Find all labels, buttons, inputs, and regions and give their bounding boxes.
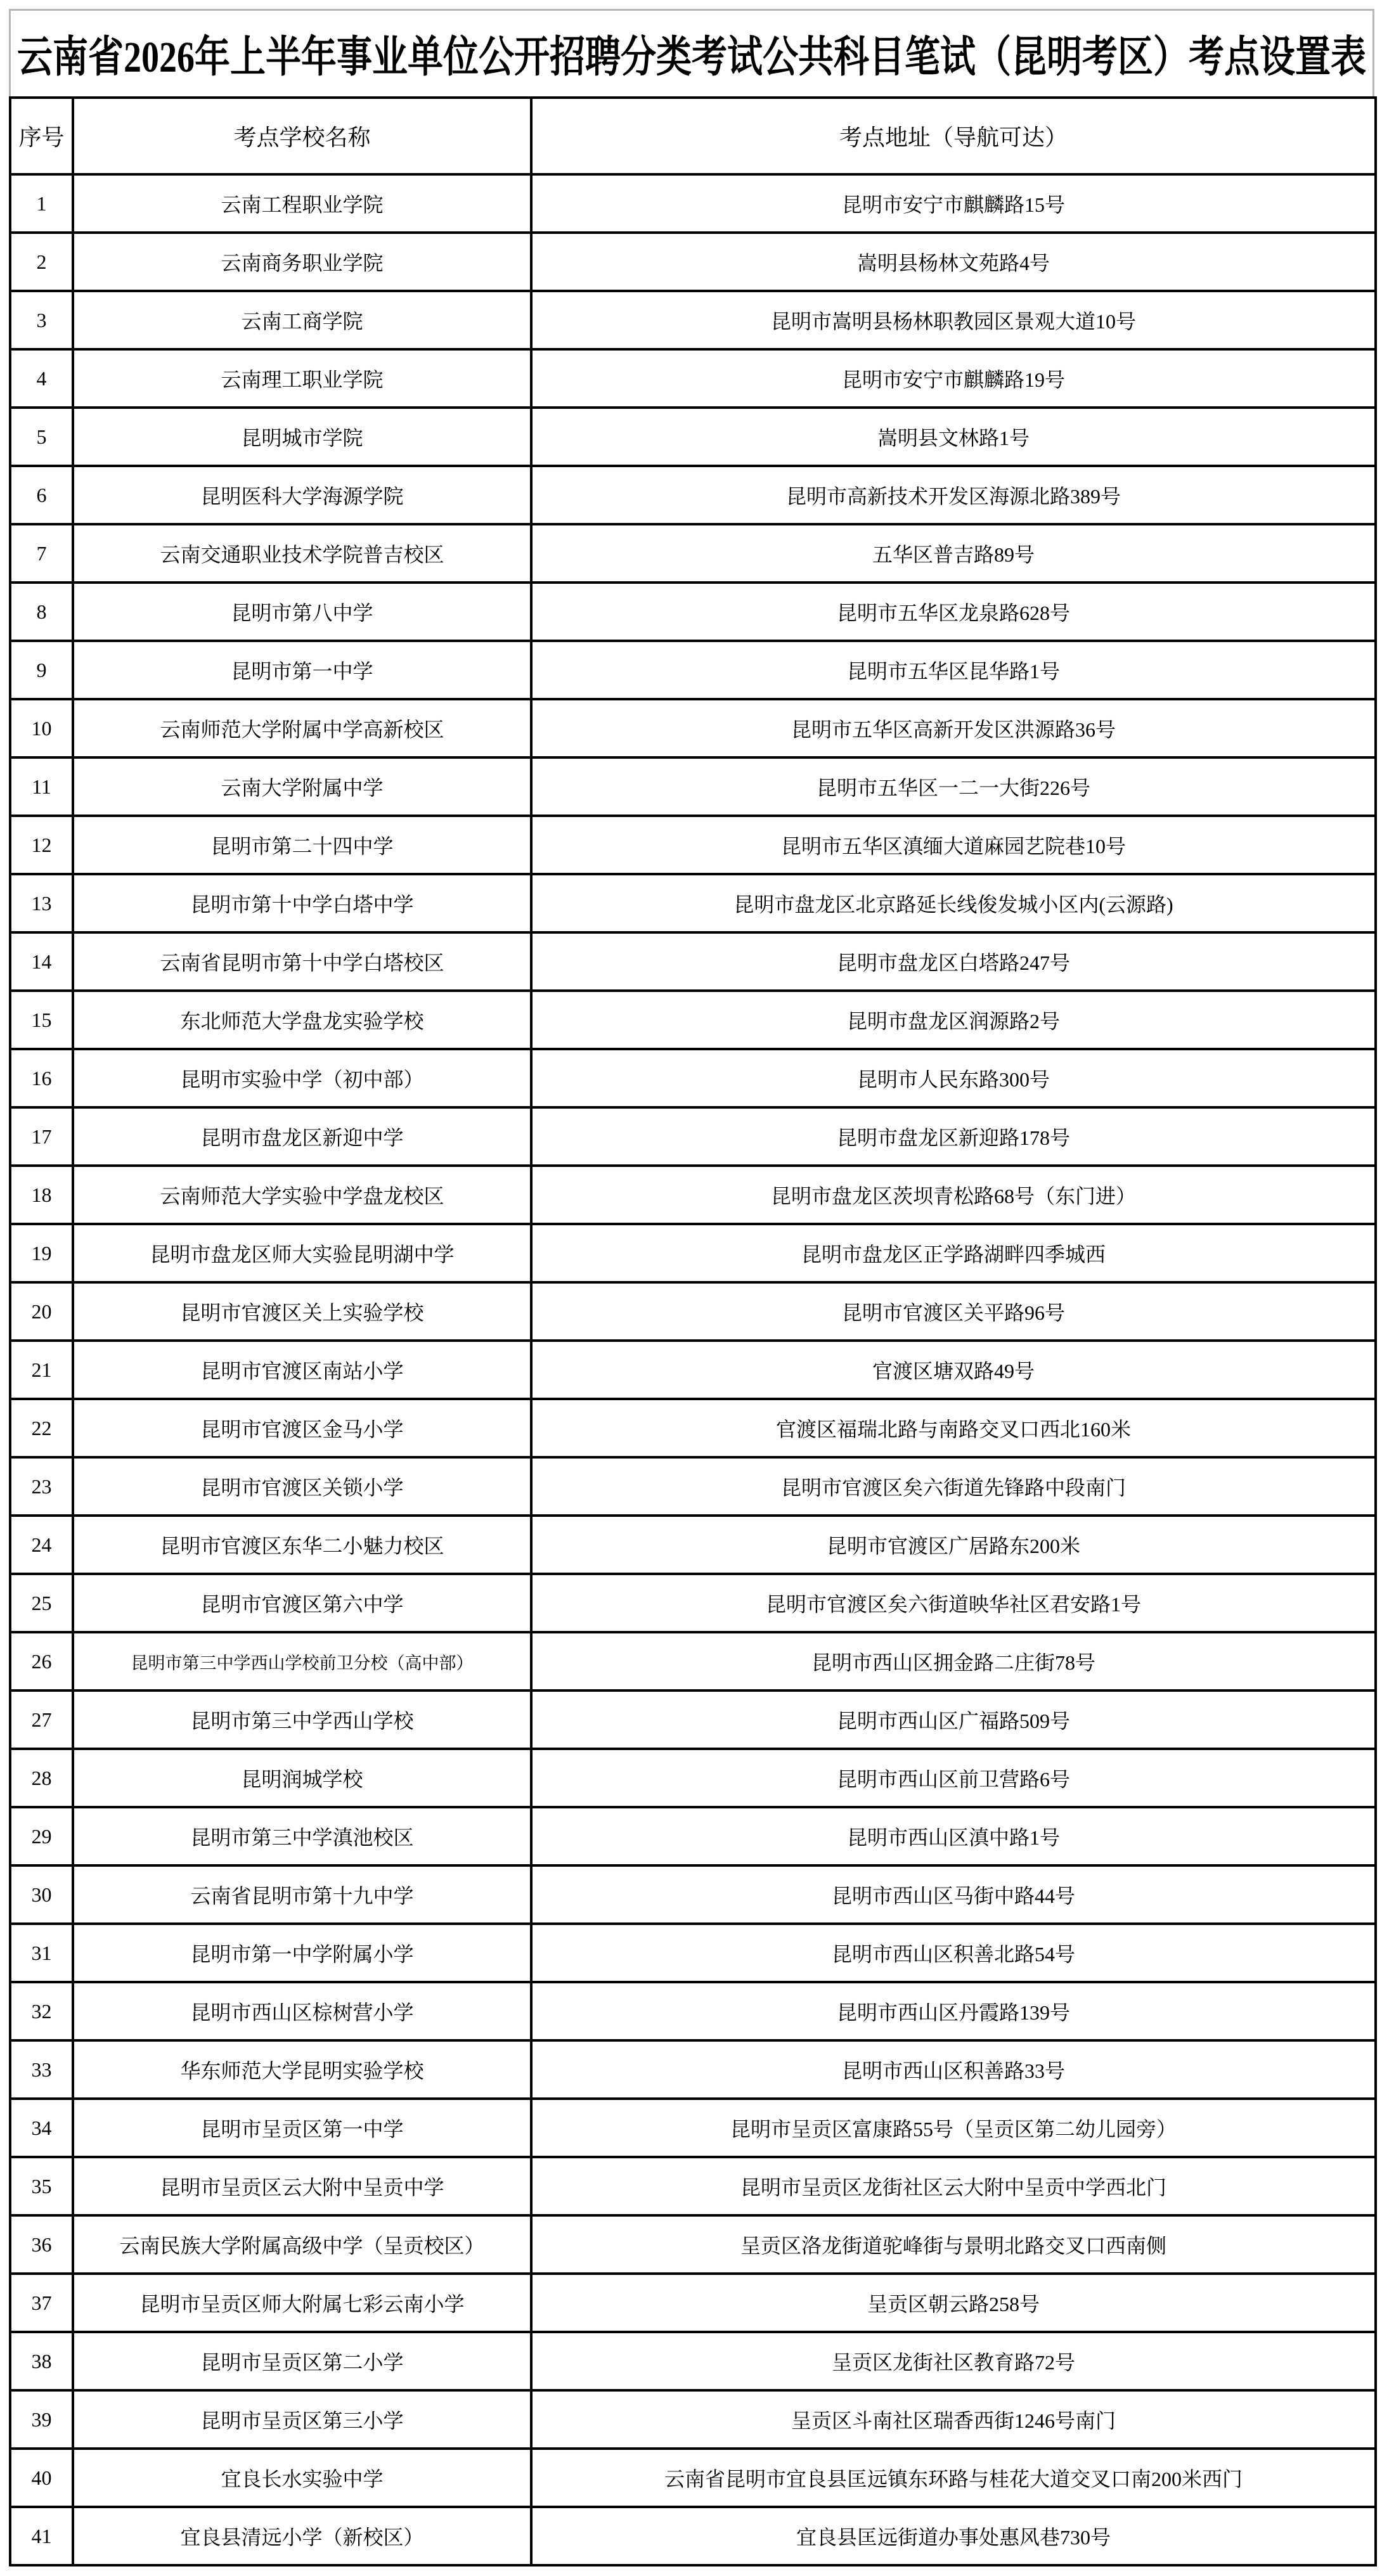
school-name-cell: 宜良长水实验中学 [73, 2449, 531, 2507]
table-row [10, 2099, 1376, 2157]
school-name-cell: 昆明市实验中学（初中部） [73, 1049, 531, 1107]
school-name-cell: 昆明市第三中学滇池校区 [73, 1807, 531, 1865]
school-name-cell: 昆明医科大学海源学院 [73, 466, 531, 524]
row-number-cell: 29 [10, 1807, 73, 1865]
school-name-cell: 昆明市第八中学 [73, 583, 531, 641]
school-name-cell: 昆明市盘龙区师大实验昆明湖中学 [73, 1224, 531, 1282]
address-cell: 昆明市西山区丹霞路139号 [531, 1982, 1376, 2040]
school-name-cell: 东北师范大学盘龙实验学校 [73, 991, 531, 1049]
row-number-cell: 32 [10, 1982, 73, 2040]
row-number-cell: 41 [10, 2507, 73, 2565]
table-row [10, 932, 1376, 991]
address-cell: 昆明市五华区高新开发区洪源路36号 [531, 699, 1376, 757]
school-name-cell: 昆明市呈贡区第三小学 [73, 2390, 531, 2449]
row-number-cell: 20 [10, 1282, 73, 1341]
address-cell: 昆明市西山区积善北路54号 [531, 1924, 1376, 1982]
address-cell: 昆明市西山区积善路33号 [531, 2040, 1376, 2099]
col-header-number: 序号 [10, 98, 73, 174]
row-number-cell: 39 [10, 2390, 73, 2449]
address-cell: 嵩明县杨林文苑路4号 [531, 233, 1376, 291]
row-number-cell: 10 [10, 699, 73, 757]
row-number-cell: 23 [10, 1457, 73, 1516]
address-cell: 云南省昆明市宜良县匡远镇东环路与桂花大道交叉口南200米西门 [531, 2449, 1376, 2507]
address-cell: 呈贡区斗南社区瑞香西街1246号南门 [531, 2390, 1376, 2449]
row-number-cell: 17 [10, 1107, 73, 1166]
school-name-cell: 云南交通职业技术学院普吉校区 [73, 524, 531, 583]
row-number-cell: 2 [10, 233, 73, 291]
row-number-cell: 35 [10, 2157, 73, 2215]
address-cell: 昆明市五华区滇缅大道麻园艺院巷10号 [531, 816, 1376, 874]
table-row [10, 1690, 1376, 1749]
table-row [10, 757, 1376, 816]
table-row [10, 349, 1376, 408]
address-cell: 昆明市盘龙区正学路湖畔四季城西 [531, 1224, 1376, 1282]
table-row [10, 2507, 1376, 2565]
address-cell: 昆明市五华区昆华路1号 [531, 641, 1376, 699]
row-number-cell: 33 [10, 2040, 73, 2099]
row-number-cell: 15 [10, 991, 73, 1049]
address-cell: 呈贡区龙街社区教育路72号 [531, 2332, 1376, 2390]
table-row [10, 2449, 1376, 2507]
school-name-cell: 云南商务职业学院 [73, 233, 531, 291]
table-row [10, 583, 1376, 641]
school-name-cell: 昆明市官渡区第六中学 [73, 1574, 531, 1632]
row-number-cell: 16 [10, 1049, 73, 1107]
school-name-cell: 华东师范大学昆明实验学校 [73, 2040, 531, 2099]
address-cell: 昆明市西山区广福路509号 [531, 1690, 1376, 1749]
row-number-cell: 21 [10, 1341, 73, 1399]
row-number-cell: 8 [10, 583, 73, 641]
school-name-cell: 宜良县清远小学（新校区） [73, 2507, 531, 2565]
table-row [10, 699, 1376, 757]
address-cell: 昆明市盘龙区茨坝青松路68号（东门进） [531, 1166, 1376, 1224]
address-cell: 昆明市安宁市麒麟路15号 [531, 174, 1376, 233]
table-row [10, 641, 1376, 699]
address-cell: 呈贡区洛龙街道驼峰街与景明北路交叉口西南侧 [531, 2215, 1376, 2274]
row-number-cell: 12 [10, 816, 73, 874]
address-cell: 昆明市官渡区矣六街道先锋路中段南门 [531, 1457, 1376, 1516]
table-row [10, 1166, 1376, 1224]
school-name-cell: 昆明市盘龙区新迎中学 [73, 1107, 531, 1166]
school-name-cell: 昆明市官渡区关上实验学校 [73, 1282, 531, 1341]
address-cell: 昆明市安宁市麒麟路19号 [531, 349, 1376, 408]
table-header [10, 98, 1376, 174]
school-name-cell: 云南工商学院 [73, 291, 531, 349]
row-number-cell: 40 [10, 2449, 73, 2507]
table-row [10, 816, 1376, 874]
address-cell: 昆明市西山区前卫营路6号 [531, 1749, 1376, 1807]
row-number-cell: 5 [10, 408, 73, 466]
row-number-cell: 6 [10, 466, 73, 524]
table-row [10, 1282, 1376, 1341]
school-name-cell: 云南省昆明市第十九中学 [73, 1865, 531, 1924]
address-cell: 昆明市呈贡区龙街社区云大附中呈贡中学西北门 [531, 2157, 1376, 2215]
row-number-cell: 37 [10, 2274, 73, 2332]
address-cell: 昆明市嵩明县杨林职教园区景观大道10号 [531, 291, 1376, 349]
address-cell: 昆明市呈贡区富康路55号（呈贡区第二幼儿园旁） [531, 2099, 1376, 2157]
address-cell: 昆明市官渡区关平路96号 [531, 1282, 1376, 1341]
row-number-cell: 13 [10, 874, 73, 932]
table-row [10, 1399, 1376, 1457]
table-row [10, 2157, 1376, 2215]
school-name-cell: 云南省昆明市第十中学白塔校区 [73, 932, 531, 991]
address-cell: 昆明市五华区一二一大街226号 [531, 757, 1376, 816]
school-name-cell: 云南大学附属中学 [73, 757, 531, 816]
row-number-cell: 27 [10, 1690, 73, 1749]
address-cell: 昆明市官渡区广居路东200米 [531, 1516, 1376, 1574]
table-row [10, 2332, 1376, 2390]
address-cell: 嵩明县文林路1号 [531, 408, 1376, 466]
row-number-cell: 28 [10, 1749, 73, 1807]
row-number-cell: 14 [10, 932, 73, 991]
school-name-cell: 昆明市第一中学附属小学 [73, 1924, 531, 1982]
row-number-cell: 19 [10, 1224, 73, 1282]
school-name-cell: 昆明市第二十四中学 [73, 816, 531, 874]
school-name-cell: 昆明市官渡区南站小学 [73, 1341, 531, 1399]
school-name-cell: 昆明市第三中学西山学校 [73, 1690, 531, 1749]
table-row [10, 1224, 1376, 1282]
school-name-cell: 云南民族大学附属高级中学（呈贡校区） [73, 2215, 531, 2274]
table-row [10, 524, 1376, 583]
row-number-cell: 26 [10, 1632, 73, 1690]
row-number-cell: 31 [10, 1924, 73, 1982]
address-cell: 昆明市西山区滇中路1号 [531, 1807, 1376, 1865]
table-row [10, 408, 1376, 466]
row-number-cell: 4 [10, 349, 73, 408]
header-row [10, 98, 1376, 174]
table-body [10, 174, 1376, 2565]
table-row [10, 874, 1376, 932]
school-name-cell: 昆明市呈贡区第二小学 [73, 2332, 531, 2390]
address-cell: 昆明市人民东路300号 [531, 1049, 1376, 1107]
address-cell: 昆明市盘龙区北京路延长线俊发城小区内(云源路) [531, 874, 1376, 932]
school-name-cell: 云南理工职业学院 [73, 349, 531, 408]
school-name-cell: 昆明市呈贡区师大附属七彩云南小学 [73, 2274, 531, 2332]
row-number-cell: 9 [10, 641, 73, 699]
row-number-cell: 22 [10, 1399, 73, 1457]
school-name-cell: 昆明润城学校 [73, 1749, 531, 1807]
school-name-cell: 昆明市官渡区关锁小学 [73, 1457, 531, 1516]
school-name-cell: 云南师范大学附属中学高新校区 [73, 699, 531, 757]
title-box [9, 9, 1374, 96]
table-row [10, 2390, 1376, 2449]
row-number-cell: 18 [10, 1166, 73, 1224]
table-row [10, 1632, 1376, 1690]
table-row [10, 2274, 1376, 2332]
exam-sites-table [9, 96, 1377, 2566]
address-cell: 昆明市西山区马街中路44号 [531, 1865, 1376, 1924]
school-name-cell: 昆明城市学院 [73, 408, 531, 466]
school-name-cell: 昆明市第三中学西山学校前卫分校（高中部） [73, 1632, 531, 1690]
col-header-address: 考点地址（导航可达） [531, 98, 1376, 174]
row-number-cell: 25 [10, 1574, 73, 1632]
row-number-cell: 38 [10, 2332, 73, 2390]
address-cell: 昆明市西山区拥金路二庄街78号 [531, 1632, 1376, 1690]
table-row [10, 466, 1376, 524]
row-number-cell: 1 [10, 174, 73, 233]
table-row [10, 1574, 1376, 1632]
address-cell: 昆明市盘龙区白塔路247号 [531, 932, 1376, 991]
table-row [10, 1749, 1376, 1807]
school-name-cell: 昆明市第十中学白塔中学 [73, 874, 531, 932]
row-number-cell: 11 [10, 757, 73, 816]
school-name-cell: 云南师范大学实验中学盘龙校区 [73, 1166, 531, 1224]
table-row [10, 1049, 1376, 1107]
address-cell: 昆明市高新技术开发区海源北路389号 [531, 466, 1376, 524]
school-name-cell: 云南工程职业学院 [73, 174, 531, 233]
address-cell: 昆明市官渡区矣六街道映华社区君安路1号 [531, 1574, 1376, 1632]
school-name-cell: 昆明市呈贡区云大附中呈贡中学 [73, 2157, 531, 2215]
table-row [10, 1457, 1376, 1516]
school-name-cell: 昆明市官渡区金马小学 [73, 1399, 531, 1457]
row-number-cell: 34 [10, 2099, 73, 2157]
table-row [10, 1516, 1376, 1574]
table-row [10, 233, 1376, 291]
row-number-cell: 24 [10, 1516, 73, 1574]
address-cell: 官渡区塘双路49号 [531, 1341, 1376, 1399]
address-cell: 呈贡区朝云路258号 [531, 2274, 1376, 2332]
table-row [10, 174, 1376, 233]
table-row [10, 1924, 1376, 1982]
table-row [10, 1341, 1376, 1399]
row-number-cell: 30 [10, 1865, 73, 1924]
address-cell: 昆明市盘龙区润源路2号 [531, 991, 1376, 1049]
school-name-cell: 昆明市官渡区东华二小魅力校区 [73, 1516, 531, 1574]
address-cell: 官渡区福瑞北路与南路交叉口西北160米 [531, 1399, 1376, 1457]
table-row [10, 1807, 1376, 1865]
table-row [10, 2215, 1376, 2274]
table-row [10, 1982, 1376, 2040]
address-cell: 昆明市盘龙区新迎路178号 [531, 1107, 1376, 1166]
address-cell: 五华区普吉路89号 [531, 524, 1376, 583]
row-number-cell: 3 [10, 291, 73, 349]
table-row [10, 991, 1376, 1049]
table-row [10, 1865, 1376, 1924]
table-row [10, 291, 1376, 349]
address-cell: 宜良县匡远街道办事处惠风巷730号 [531, 2507, 1376, 2565]
school-name-cell: 昆明市呈贡区第一中学 [73, 2099, 531, 2157]
school-name-cell: 昆明市西山区棕树营小学 [73, 1982, 531, 2040]
school-name-cell: 昆明市第一中学 [73, 641, 531, 699]
col-header-school: 考点学校名称 [73, 98, 531, 174]
row-number-cell: 7 [10, 524, 73, 583]
page-title: 云南省2026年上半年事业单位公开招聘分类考试公共科目笔试（昆明考区）考点设置表 [17, 33, 1366, 82]
address-cell: 昆明市五华区龙泉路628号 [531, 583, 1376, 641]
row-number-cell: 36 [10, 2215, 73, 2274]
table-row [10, 1107, 1376, 1166]
table-row [10, 2040, 1376, 2099]
